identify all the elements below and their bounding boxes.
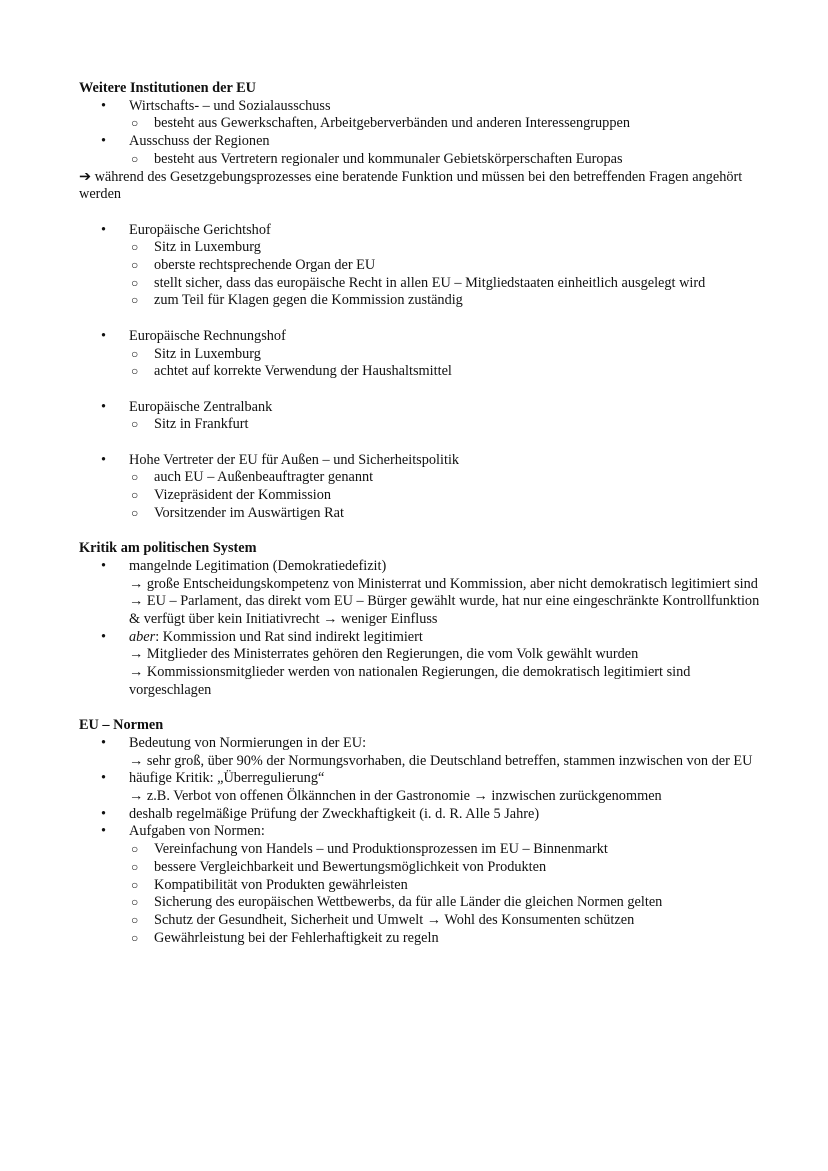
circle-bullet-icon: ○: [131, 488, 139, 503]
list-item: ○ Vereinfachung von Handels – und Produktionsprozessen im EU – Binnenmarkt: [131, 841, 608, 858]
list-item: ○ besteht aus Gewerkschaften, Arbeitgeberverbänden und anderen Interessengruppen: [131, 115, 630, 132]
list-item: • Europäische Rechnungshof: [101, 327, 286, 344]
list-normen: [79, 735, 768, 947]
list-item: ○ Schutz der Gesundheit, Sicherheit und Umwelt → Wohl des Konsumenten schützen: [131, 911, 635, 928]
list-hoher-vertreter: [79, 452, 768, 523]
circle-bullet-icon: ○: [131, 293, 139, 308]
list-item: • deshalb regelmäßige Prüfung der Zweckhaftigkeit (i. d. R. Alle 5 Jahre): [101, 805, 540, 822]
section-heading-normen: EU – Normen: [79, 717, 164, 734]
list-item: ○ Vizepräsident der Kommission: [131, 487, 332, 504]
circle-bullet-icon: ○: [131, 877, 139, 892]
list-item: ○ Sicherung des europäischen Wettbewerbs, da für alle Länder die gleichen Normen gelten: [131, 894, 663, 911]
bullet-icon: •: [101, 398, 107, 415]
continuation-line: → Kommissionsmitglieder werden von nationalen Regierungen, die demokratisch legitimiert sind vorgeschlagen: [129, 664, 691, 698]
circle-bullet-icon: ○: [131, 859, 139, 874]
list-item: ○ oberste rechtsprechende Organ der EU: [131, 257, 376, 274]
list-item: • aber: Kommission und Rat sind indirekt legitimiert → Mitglieder des Ministerrates gehören den Regierungen, die vom Volk gewählt wurden: [101, 628, 639, 663]
section-heading-institutionen: Weitere Institutionen der EU: [79, 80, 256, 96]
circle-bullet-icon: ○: [131, 258, 139, 273]
circle-bullet-icon: ○: [131, 364, 139, 379]
circle-bullet-icon: ○: [131, 116, 139, 131]
list-item: • Bedeutung von Normierungen in der EU: → sehr groß, über 90% der Normungsvorhaben, die Deutschland betreffen, stammen inzwischen von der EU: [101, 734, 753, 769]
list-item: ○ Sitz in Frankfurt: [131, 416, 249, 433]
list-item: ○ Kompatibilität von Produkten gewährleisten: [131, 876, 408, 893]
list-item: • Hohe Vertreter der EU für Außen – und Sicherheitspolitik: [101, 451, 460, 468]
bullet-icon: •: [101, 734, 107, 751]
list-item: • Aufgaben von Normen:: [101, 823, 265, 840]
list-item: • Europäische Zentralbank: [101, 398, 273, 415]
bullet-icon: •: [101, 451, 107, 468]
list-gerichtshof: [79, 222, 768, 311]
bullet-icon: •: [101, 133, 107, 150]
list-item: ○ zum Teil für Klagen gegen die Kommission zuständig: [131, 292, 463, 309]
circle-bullet-icon: ○: [131, 470, 139, 485]
list-item: ○ Sitz in Luxemburg: [131, 239, 261, 256]
list-rechnungshof: [79, 328, 768, 381]
list-item: ○ bessere Vergleichbarkeit und Bewertungsmöglichkeit von Produkten: [131, 858, 547, 875]
list-zentralbank: [79, 399, 768, 434]
list-kritik: [79, 558, 768, 664]
list-institutionen: [79, 98, 768, 169]
circle-bullet-icon: ○: [131, 842, 139, 857]
arrow-right-icon: ➔: [79, 168, 91, 185]
list-item: ○ Vorsitzender im Auswärtigen Rat: [131, 504, 344, 521]
list-item: • Europäische Gerichtshof: [101, 221, 271, 238]
section-heading-kritik: Kritik am politischen System: [79, 540, 257, 557]
list-item: ○ besteht aus Vertretern regionaler und kommunaler Gebietskörperschaften Europas: [131, 150, 623, 167]
list-item: • Ausschuss der Regionen: [101, 133, 270, 150]
circle-bullet-icon: ○: [131, 346, 139, 361]
list-item: ○ Gewährleistung bei der Fehlerhaftigkeit zu regeln: [131, 929, 439, 946]
circle-bullet-icon: ○: [131, 505, 139, 520]
circle-bullet-icon: ○: [131, 240, 139, 255]
list-item: • häufige Kritik: „Überregulierung“ → z.B. Verbot von offenen Ölkännchen in der Gastronomie → inzwischen zurückgenommen: [101, 770, 662, 805]
bullet-icon: •: [101, 221, 107, 238]
bullet-icon: •: [101, 628, 107, 645]
circle-bullet-icon: ○: [131, 151, 139, 166]
circle-bullet-icon: ○: [131, 930, 139, 945]
circle-bullet-icon: ○: [131, 417, 139, 432]
bullet-icon: •: [101, 557, 107, 574]
bullet-icon: •: [101, 823, 107, 840]
circle-bullet-icon: ○: [131, 895, 139, 910]
list-item: ○ stellt sicher, dass das europäische Recht in allen EU – Mitgliedstaaten einheitlich ausgelegt wird: [131, 274, 706, 291]
circle-bullet-icon: ○: [131, 275, 139, 290]
bullet-icon: •: [101, 805, 107, 822]
circle-bullet-icon: ○: [131, 912, 139, 927]
bullet-icon: •: [101, 327, 107, 344]
bullet-icon: •: [101, 97, 107, 114]
list-item: ○ Sitz in Luxemburg: [131, 345, 261, 362]
list-item: • Wirtschafts- – und Sozialausschuss: [101, 97, 331, 114]
consequence-note: ➔ während des Gesetzgebungsprozesses eine beratende Funktion und müssen bei den betreffenden Fragen angehört werden: [79, 168, 743, 203]
list-item: ○ achtet auf korrekte Verwendung der Haushaltsmittel: [131, 363, 452, 380]
list-item: ○ auch EU – Außenbeauftragter genannt: [131, 469, 374, 486]
bullet-icon: •: [101, 770, 107, 787]
list-item: • mangelnde Legitimation (Demokratiedefizit) → große Entscheidungskompetenz von Ministerrat und Kommission, aber nicht demokratisch legitimiert sind → EU – Parlament, das direkt vom EU – Bürger gewählt wurde, hat nur eine eingeschränkte Kontrollfunktion & verfügt über kein Initiativrecht → weniger Einfluss: [101, 557, 760, 628]
